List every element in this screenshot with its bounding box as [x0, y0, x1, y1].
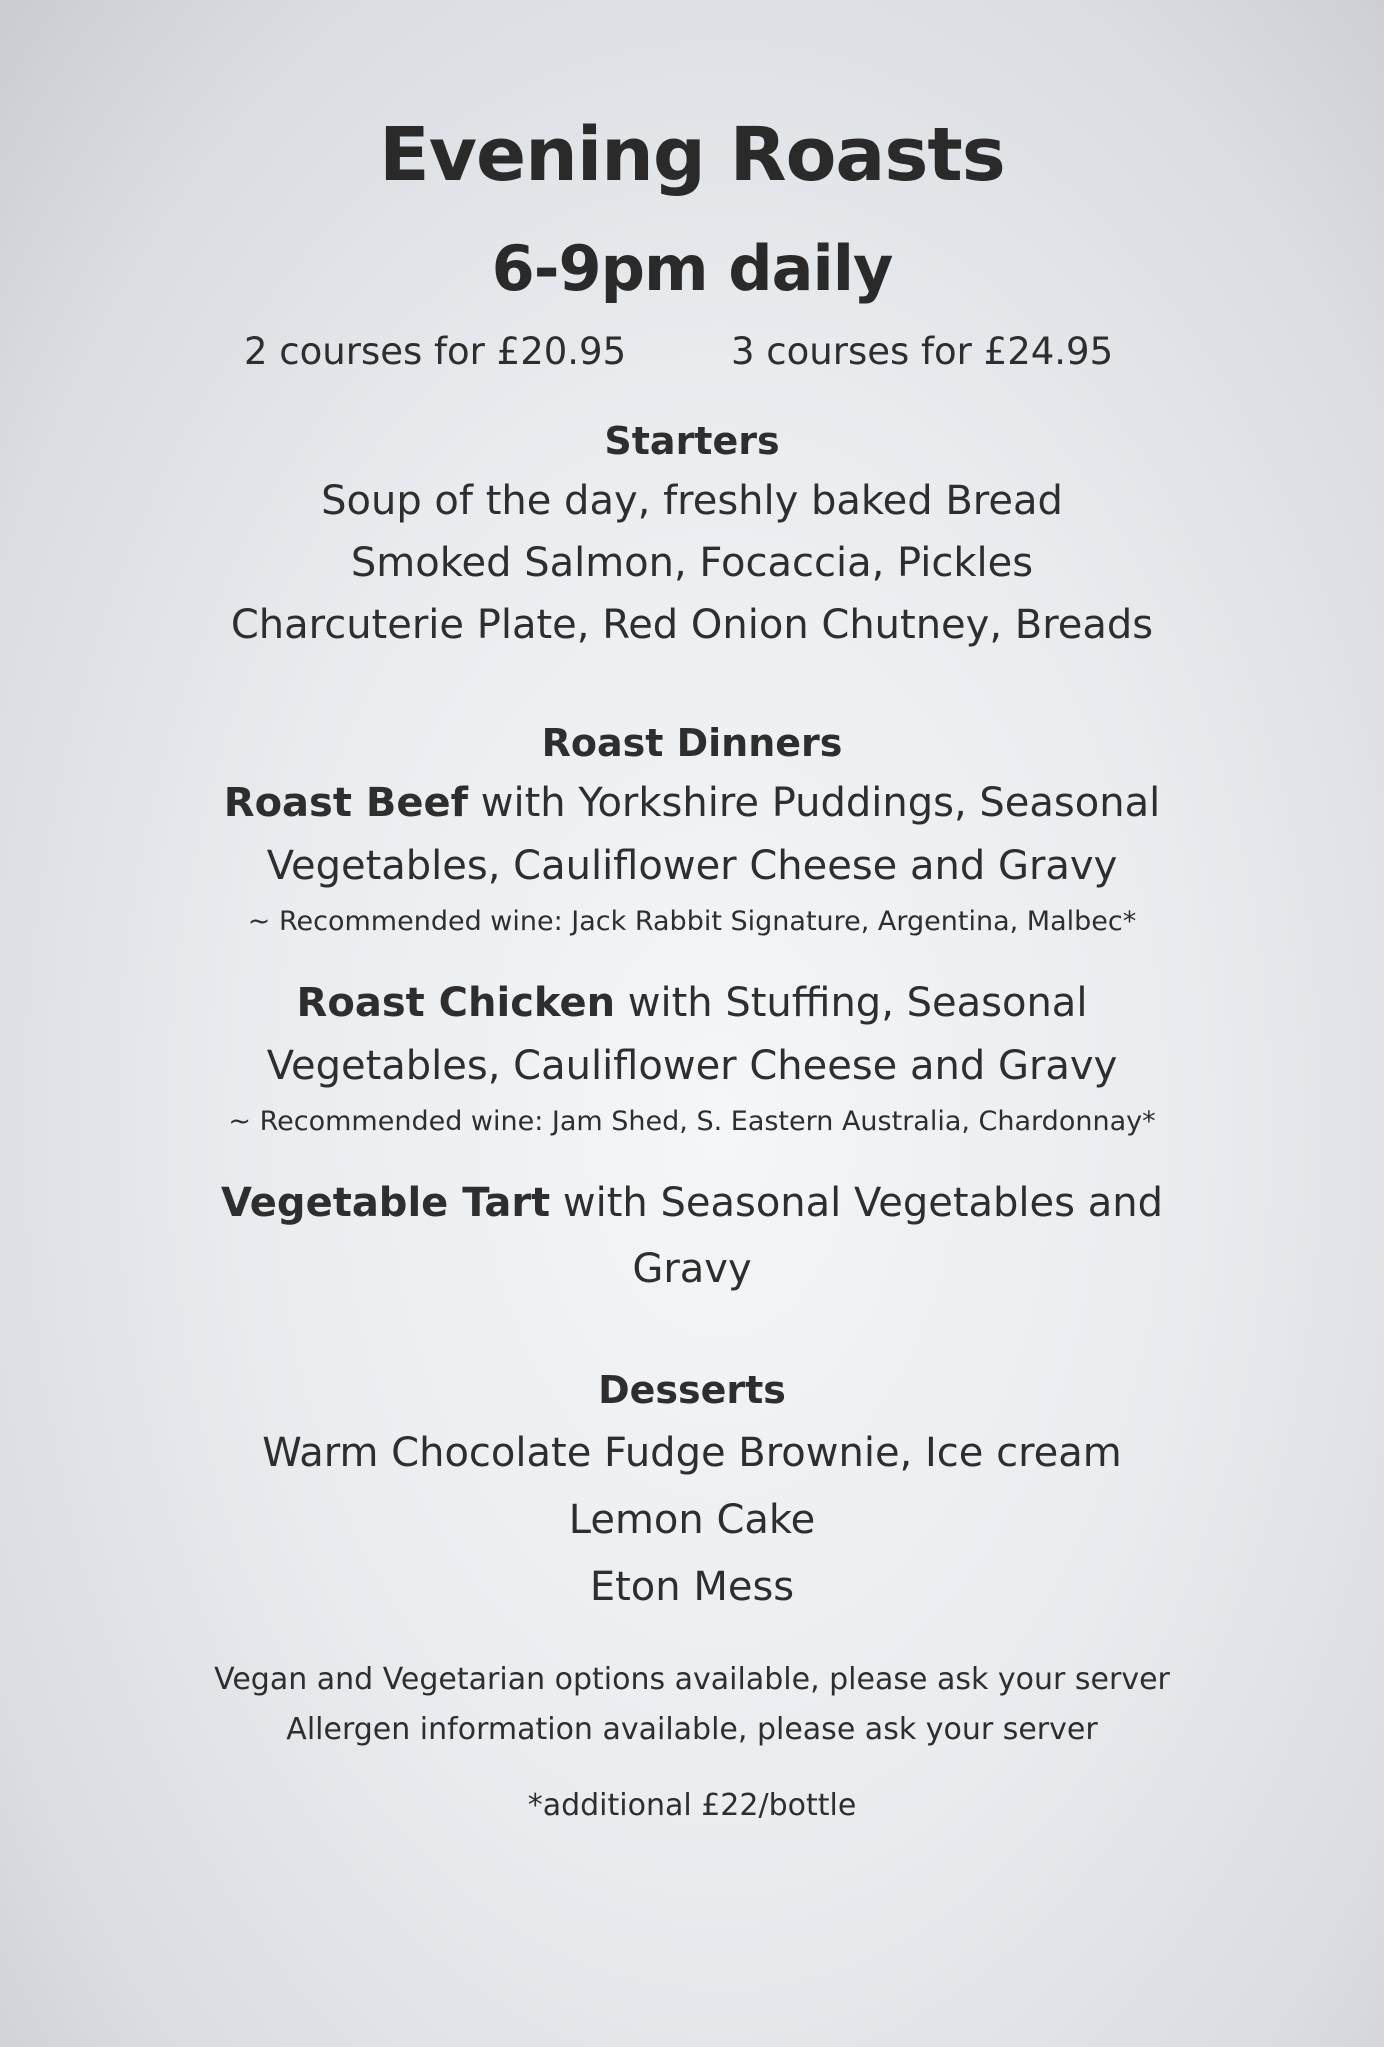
three-course-price: 3 courses for £24.95 [731, 330, 1114, 373]
starter-item: Smoked Salmon, Focaccia, Pickles [350, 540, 1034, 586]
vegetable-tart-desc: with Seasonal Vegetables and [550, 1180, 1163, 1226]
wine-price-note: *additional £22/bottle [527, 1788, 857, 1823]
pricing-row [0, 330, 1384, 380]
roast-chicken-name: Roast Chicken [296, 980, 616, 1026]
starter-item: Charcuterie Plate, Red Onion Chutney, Breads [230, 602, 1154, 648]
menu-subtitle: 6-9pm daily [491, 232, 893, 305]
roast-chicken-wine: ~ Recommended wine: Jam Shed, S. Eastern Australia, Chardonnay* [228, 1106, 1156, 1137]
roast-beef-wine: ~ Recommended wine: Jack Rabbit Signature, Argentina, Malbec* [247, 906, 1137, 937]
roast-beef-name: Roast Beef [223, 780, 469, 826]
allergen-note: Allergen information available, please ask your server [286, 1712, 1098, 1747]
dessert-item: Eton Mess [589, 1564, 795, 1610]
roast-chicken-line1 [0, 980, 1384, 1026]
roast-beef-desc: with Yorkshire Puddings, Seasonal [468, 780, 1161, 826]
menu-title: Evening Roasts [379, 112, 1005, 198]
starters-heading: Starters [604, 419, 780, 463]
roast-beef-line2: Vegetables, Cauliflower Cheese and Gravy [266, 843, 1118, 889]
starter-item: Soup of the day, freshly baked Bread [321, 478, 1063, 524]
vegetable-tart-line2: Gravy [632, 1246, 752, 1292]
vegetable-tart-line1 [0, 1180, 1384, 1226]
vegan-note: Vegan and Vegetarian options available, please ask your server [214, 1662, 1170, 1697]
dessert-item: Lemon Cake [568, 1497, 816, 1543]
roast-beef-line1 [0, 780, 1384, 826]
dessert-item: Warm Chocolate Fudge Brownie, Ice cream [262, 1430, 1122, 1476]
vegetable-tart-name: Vegetable Tart [221, 1180, 551, 1226]
roast-dinners-heading: Roast Dinners [541, 721, 843, 765]
desserts-heading: Desserts [598, 1368, 786, 1412]
roast-chicken-desc: with Stuffing, Seasonal [615, 980, 1088, 1026]
two-course-price: 2 courses for £20.95 [244, 330, 627, 373]
roast-chicken-line2: Vegetables, Cauliflower Cheese and Gravy [266, 1043, 1118, 1089]
